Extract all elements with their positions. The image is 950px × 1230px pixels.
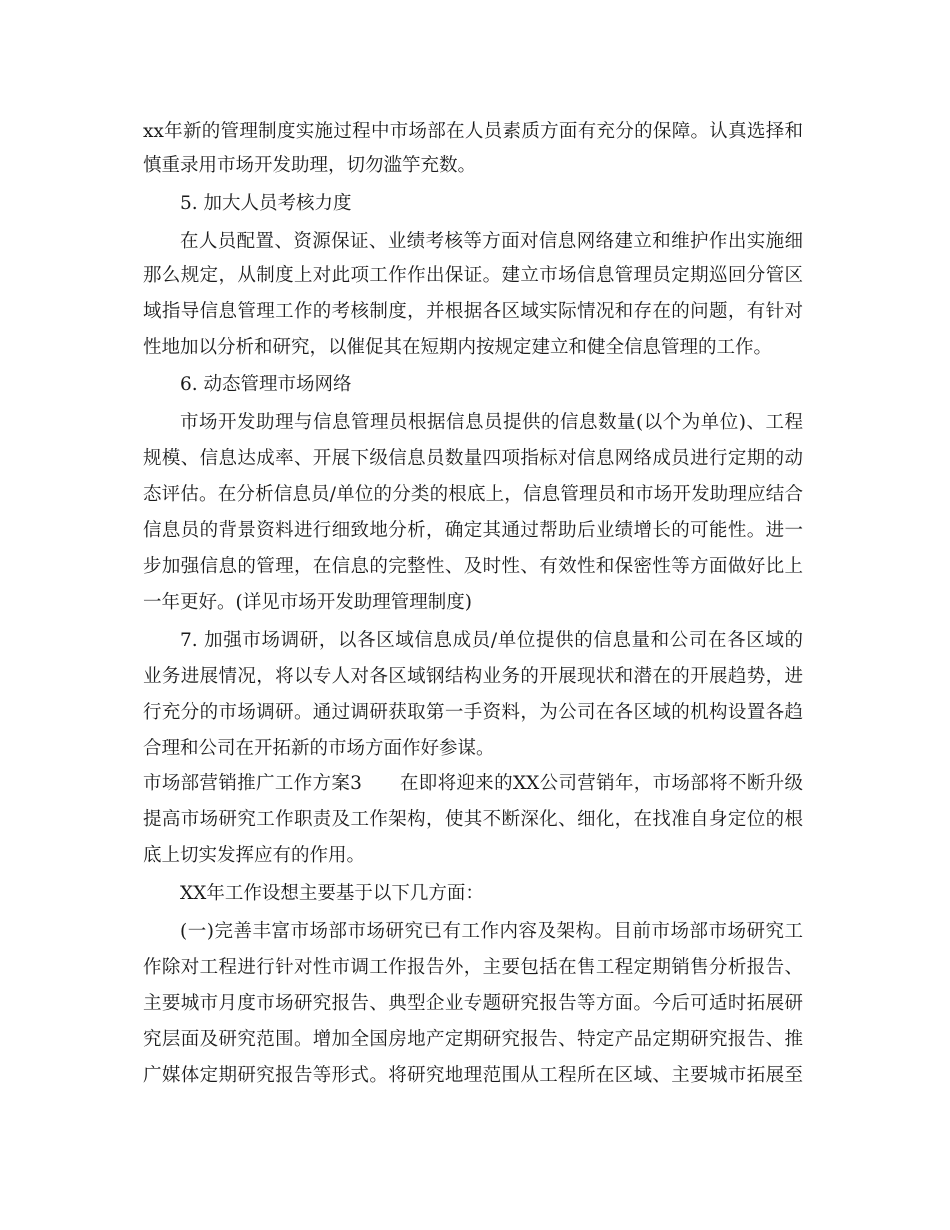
text-line: 一年更好。(详见市场开发助理管理制度) bbox=[143, 592, 472, 613]
text-line: 规模、信息达成率、开展下级信息员数量四项指标对信息网络成员进行定期的动 bbox=[143, 448, 803, 469]
text-line: xx年新的管理制度实施过程中市场部在人员素质方面有充分的保障。认真选择和 bbox=[143, 121, 803, 142]
text-line: 那么规定，从制度上对此项工作作出保证。建立市场信息管理员定期巡回分管区 bbox=[143, 265, 803, 286]
text-line: 性地加以分析和研究，以催促其在短期内按规定建立和健全信息管理的工作。 bbox=[143, 337, 773, 358]
text-line: 慎重录用市场开发助理，切勿滥竽充数。 bbox=[143, 155, 477, 176]
text-line: 态评估。在分析信息员/单位的分类的根底上，信息管理员和市场开发助理应结合 bbox=[143, 484, 803, 505]
text-line: 底上切实发挥应有的作用。 bbox=[143, 845, 366, 866]
section-heading: 6. 动态管理市场网络 bbox=[180, 374, 352, 395]
text-line: XX年工作设想主要基于以下几方面： bbox=[180, 883, 484, 904]
text-line: 究层面及研究范围。增加全国房地产定期研究报告、特定产品定期研究报告、推 bbox=[143, 1029, 803, 1050]
text-line: 信息员的背景资料进行细致地分析，确定其通过帮助后业绩增长的可能性。进一 bbox=[143, 520, 803, 541]
text-line: 广媒体定期研究报告等形式。将研究地理范围从工程所在区域、主要城市拓展至 bbox=[143, 1065, 803, 1086]
text-line: 合理和公司在开拓新的市场方面作好参谋。 bbox=[143, 738, 495, 759]
text-line: 行充分的市场调研。通过调研获取第一手资料，为公司在各区域的机构设置各趋 bbox=[143, 702, 803, 723]
text-line: 市场部营销推广工作方案3 在即将迎来的XX公司营销年，市场部将不断升级 bbox=[143, 773, 803, 794]
text-line: 7. 加强市场调研，以各区域信息成员/单位提供的信息量和公司在各区域的 bbox=[180, 630, 803, 651]
text-line: 在人员配置、资源保证、业绩考核等方面对信息网络建立和维护作出实施细 bbox=[180, 231, 803, 252]
text-line: 域指导信息管理工作的考核制度，并根据各区域实际情况和存在的问题，有针对 bbox=[143, 301, 803, 322]
text-line: (一)完善丰富市场部市场研究已有工作内容及架构。目前市场部市场研究工 bbox=[180, 921, 803, 942]
text-line: 提高市场研究工作职责及工作架构，使其不断深化、细化，在找准自身定位的根 bbox=[143, 809, 803, 830]
text-line: 业务进展情况，将以专人对各区域钢结构业务的开展现状和潜在的开展趋势，进 bbox=[143, 666, 803, 687]
text-line: 作除对工程进行针对性市调工作报告外，主要包括在售工程定期销售分析报告、 bbox=[143, 957, 803, 978]
text-line: 步加强信息的管理，在信息的完整性、及时性、有效性和保密性等方面做好比上 bbox=[143, 556, 803, 577]
section-heading: 5. 加大人员考核力度 bbox=[180, 193, 352, 214]
text-line: 市场开发助理与信息管理员根据信息员提供的信息数量(以个为单位)、工程 bbox=[180, 412, 803, 433]
text-line: 主要城市月度市场研究报告、典型企业专题研究报告等方面。今后可适时拓展研 bbox=[143, 993, 803, 1014]
